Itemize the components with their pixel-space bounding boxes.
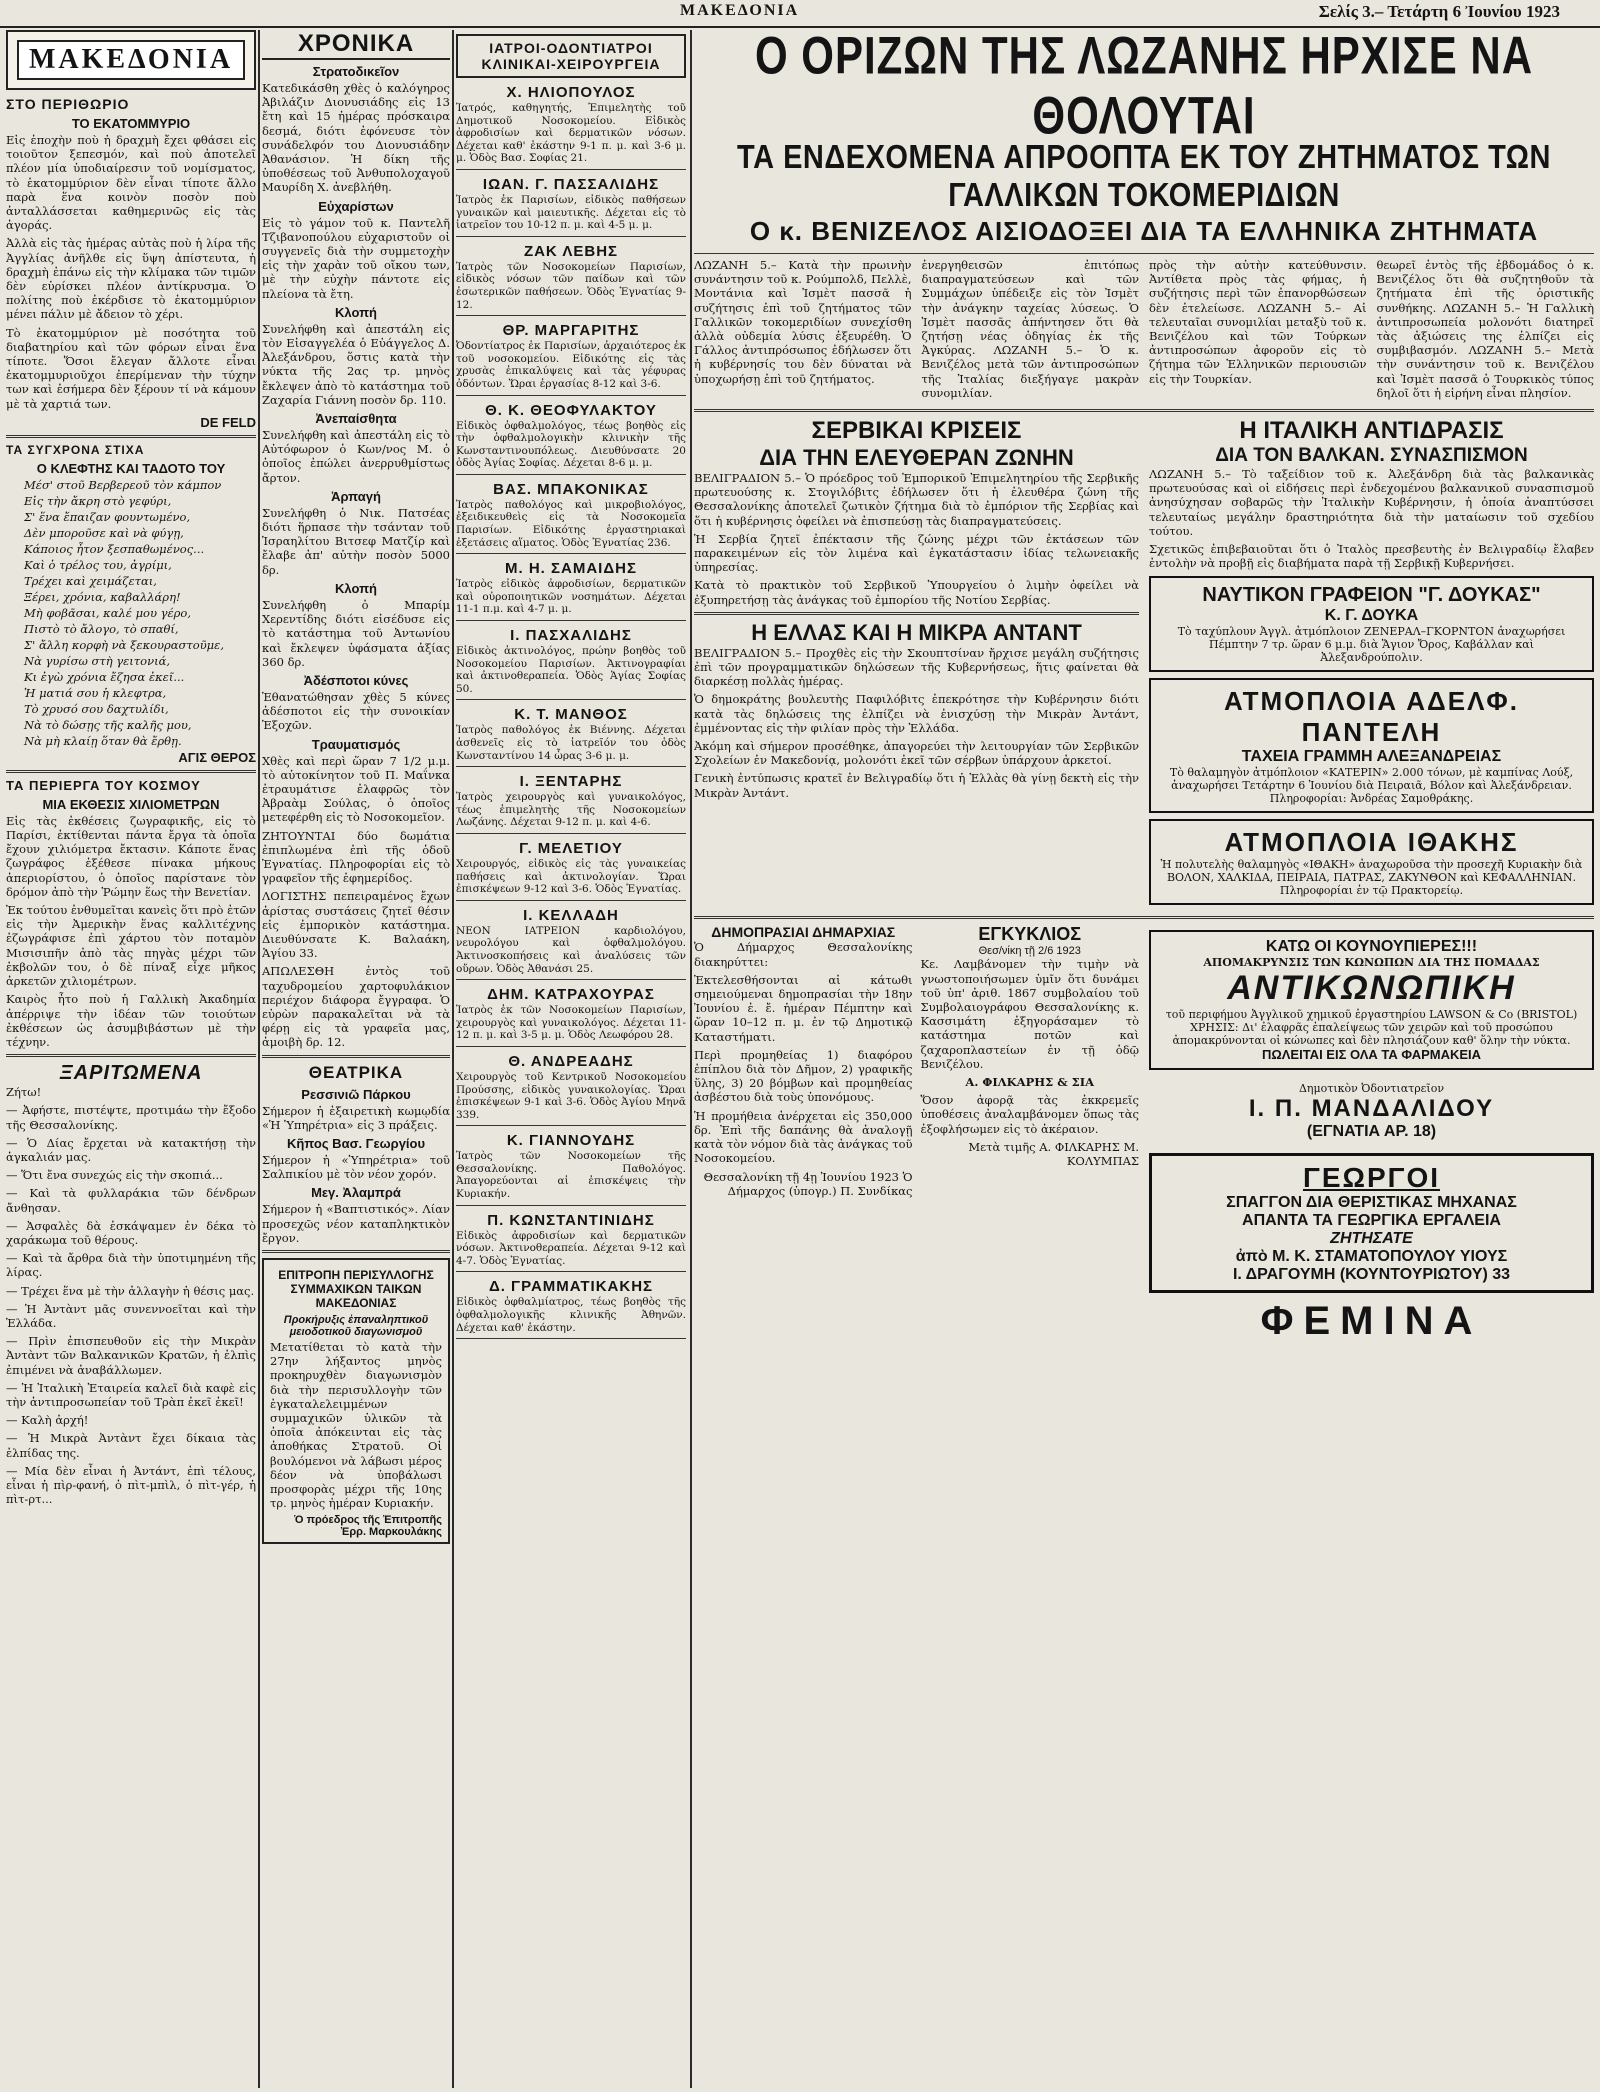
poem-line: Νὰ μὴ κλαίῃ ὅταν θὰ ἔρθῃ.: [24, 733, 182, 748]
lead-column: ΛΩΖΑΝΗ 5.– Κατὰ τὴν πρωινὴν συνάντησιν τοῦ κ. Ρούμπολδ, Πελλὲ, Μοντάνια καὶ Ἰσμὲτ πασσᾶ ἡ συζήτησις ἐπὶ τοῦ ζητήματος τῶν Γαλλικῶν τοκομεριδίων συνεχίσθη ἀλλὰ οὐδεμία λύσις ἐξευρέθη. Ὁ Γάλλος ἀντιπρόσωπος ἐδήλωσεν ὅτι ἡ κυβέρνησίς του δὲν δύναται νὰ ὑποχωρήσῃ ἐπὶ τοῦ ζητήματος.: [694, 258, 912, 386]
column-rule: [690, 30, 692, 2088]
ad-antikonopiki: ΚΑΤΩ ΟΙ ΚΟΥΝΟΥΠΙΕΡΕΣ!!! ΑΠΟΜΑΚΡΥΝΣΙΣ ΤΩΝ ΚΩΝΩΠΩΝ ΔΙΑ ΤΗΣ ΠΟΜΑΔΑΣ ΑΝΤΙΚΩΝΩΠΙΚΗ τοῦ περιφήμου Ἀγγλικοῦ χημικοῦ ἐργαστηρίου LAWSON & Co (BRISTOL) ΧΡΗΣΙΣ: Δι' ἐλαφρᾶς ἐπαλείψεως τῶν χειρῶν καὶ τοῦ προσώπου ἀπομακρύνονται οἱ κώνωπες καὶ δὲν πλησιάζουν καθ' ὅλην τὴν νύκτα. ΠΩΛΕΙΤΑΙ ΕΙΣ ΟΛΑ ΤΑ ΦΑΡΜΑΚΕΙΑ: [1149, 930, 1594, 1070]
doctor-name: Θ. Κ. ΘΕΟΦΥΛΑΚΤΟΥ: [485, 401, 657, 419]
column-doctors: [456, 30, 686, 2088]
section-heading: ΤΑ ΣΥΓΧΡΟΝΑ ΣΤΙΧΑ: [6, 442, 145, 457]
joke-line: — Ἡ Ἀντὰντ μᾶς συνεννοεῖται καὶ τὴν Ἑλλάδα.: [6, 1301, 256, 1330]
divider: [694, 253, 1594, 254]
masthead-small: ΜΑΚΕΔΟΝΙΑ: [680, 2, 800, 19]
article-paragraph: Ὁ δημοκράτης βουλευτὴς Παφιλόβιτς ἐπεκρότησε τὴν Κυβέρνησιν διότι κατὰ τὰς δηλώσεις της ἐλπίζει νὰ ἐνισχύσῃ τὴν Μικρὰν Ἀντάντ, ἐμμένοντας εἰς τὴν φιλίαν πρὸς τὴν Ἑλλάδα.: [694, 692, 1139, 735]
notice-subtitle: Προκήρυξις ἐπαναληπτικοῦ μειοδοτικοῦ διαγωνισμοῦ: [283, 1314, 429, 1338]
chronicles-heading: ΧΡΟΝΙΚΑ: [262, 30, 450, 60]
chronicle-body: Συνελήφθη ὁ Νικ. Πατσέας διότι ἥρπασε τὴν τσάνταν τοῦ Ἰσραηλίτου Βιτσεφ Ματζίρ καὶ ἔλαβε ἀπ' αὐτὴν ποσὸν 5000 δρ.: [262, 505, 450, 577]
poem-line: Νὰ γυρίσω στὴ γειτονιά,: [24, 653, 171, 668]
doctor-name: Γ. ΜΕΛΕΤΙΟΥ: [519, 839, 623, 857]
circular-notice: [921, 924, 1140, 1344]
joke-line: — Καὶ τὰ ἄρθρα διὰ τὴν ὑποτιμημένη τῆς λίρας.: [6, 1251, 256, 1280]
doctor-name: Π. ΚΩΝΣΤΑΝΤΙΝΙΔΗΣ: [487, 1211, 655, 1229]
divider: [456, 620, 686, 621]
doctor-body: ΝΕΟΝ ΙΑΤΡΕΙΟΝ καρδιολόγου, νευρολόγου καὶ ὀφθαλμολόγου. Ἀκτινοσκοπήσεις καὶ ἀναλύσεις τῶν οὔρων. Ὁδὸς Ἀθανάσι 25.: [456, 924, 686, 975]
doctor-name: ΒΑΣ. ΜΠΑΚΟΝΙΚΑΣ: [493, 480, 649, 498]
notice-date: Θεσ/νίκη τῇ 2/6 1923: [978, 945, 1081, 958]
joke-line: — Καλὴ ἀρχή!: [6, 1413, 89, 1428]
column-rule: [452, 30, 454, 2088]
chronicle-body: Συνελήφθη καὶ ἀπεστάλη εἰς τὸ Αὐτόφωρον ὁ Κων/νος Μ. ὁ ὁποῖος ἐπώλει ἀνερρυθμίστως ἄρτον.: [262, 428, 450, 485]
chronicle-title: Ἀδέσποτοι κύνες: [303, 672, 409, 688]
lead-column: πρὸς τὴν αὐτὴν κατεύθυνσιν. Ἀντίθετα πρὸς τὰς φήμας, ἡ συζήτησις περὶ τῶν ἐπανορθώσεων δὲν ἐτελείωσε. ΛΩΖΑΝΗ 5.– Αἱ τελευταῖαι συνομιλίαι μεταξὺ τοῦ κ. Βενιζέλου καὶ τῶν Τούρκων ἀντιπροσώπων ἀφοροῦν εἰς τὸ ζήτημα τῶν Ἑλληνικῶν περιουσιῶν εἰς τὴν Τουρκίαν.: [1149, 258, 1367, 386]
doctor-body: Ἰατρὸς παθολόγος ἐκ Βιέννης. Δέχεται ἀσθενεῖς εἰς τὸ ἰατρεῖόν του ὁδὸς Κωνσταντίνου 14 ὧρας 3-6 μ. μ.: [456, 724, 686, 762]
italian-reaction-article: [1149, 417, 1594, 911]
section-heading: ΞΑΡΙΤΩΜΕΝΑ: [59, 1062, 203, 1085]
theatre-body: Σήμερον ἡ «Ὑπηρέτρια» τοῦ Σαλπικίου μὲ τὸν νέον χορόν.: [262, 1152, 450, 1182]
theatre-body: Σήμερον ἡ «Βαπτιστικός». Λίαν προσεχῶς νέον καταπληκτικὸν ἔργον.: [262, 1202, 450, 1245]
poem-line: Ξέρει, χρόνια, καβαλλάρη!: [24, 589, 181, 604]
poem-line: Κι ἐγὼ χρόνια ἔζησα ἐκεῖ...: [24, 669, 185, 684]
divider: [456, 833, 686, 834]
article-paragraph: Ὁ Δήμαρχος Θεσσαλονίκης διακηρύττει:: [694, 940, 913, 969]
joke-line: — Ἀφήστε, πιστέψτε, προτιμάω τὴν ἔξοδο τῆς Θεσσαλονίκης.: [6, 1103, 256, 1132]
column-rule: [258, 30, 260, 2088]
article-paragraph: Καιρὸς ἦτο ποὺ ἡ Γαλλικὴ Ἀκαδημία ἀπέρριψε τὴν ἰδέαν τῶν τοιούτων ἐκθέσεων ὡς ἀσυμβιβάστων μὲ τὴν τέχνην.: [6, 992, 256, 1049]
company-name: Α. ΦΙΛΚΑΡΗΣ & ΣΙΑ: [965, 1075, 1095, 1090]
divider: [456, 315, 686, 316]
joke-line: — Καὶ τὰ φυλλαράκια τῶν δένδρων ἄνθησαν.: [6, 1186, 256, 1215]
article-paragraph: Περὶ προμηθείας 1) διαφόρου ἐπίπλου διὰ τὸν Δῆμον, 2) γραφικῆς ὕλης, 3) 20 βόμβων καὶ προμηθείας ἀσβέστου διὰ τοὺς ὑπονόμους.: [694, 1047, 913, 1105]
doctor-name: Ι. ΠΑΣΧΑΛΙΔΗΣ: [510, 627, 632, 645]
poem-line: Σ' ἕνα ἔπαιζαν φουντωμένο,: [24, 509, 191, 524]
chronicle-title: Ἀνεπαίσθητα: [315, 411, 397, 427]
divider: [6, 770, 256, 773]
joke-line: — Ὁ Δίας ἔρχεται νὰ κατακτήσῃ τὴν ἀγκαλιάν μας.: [6, 1135, 256, 1164]
joke-line: — Πρὶν ἐπισπευθοῦν εἰς τὴν Μικρὰν Ἀντὰντ τῶν Βαλκανικῶν Κρατῶν, ἡ ἐλπὶς ἐπιμένει νὰ ἀναβάλλωμεν.: [6, 1334, 256, 1377]
divider: [456, 979, 686, 980]
article-paragraph: Κατὰ τὸ πρακτικὸν τοῦ Σερβικοῦ Ὑπουργείου ὁ λιμὴν ὀφείλει νὰ ἐξυπηρετήσῃ τὰς ἀνάγκας τοῦ ἐμπορίου τῆς Νοτίου Σερβίας.: [694, 578, 1139, 607]
doctor-name: ΙΩΑΝ. Γ. ΠΑΣΣΑΛΙΔΗΣ: [482, 175, 660, 193]
theatre-heading: ΘΕΑΤΡΙΚΑ: [308, 1062, 404, 1082]
doctor-body: Χειρουργὸς τοῦ Κεντρικοῦ Νοσοκομείου Προύσσης, εἰδικὸς γυναικολογίας. Ὥραι ἐπισκέψεων 9-1 καὶ 3-6. Ὁδὸς Ἀγίου Μηνᾶ 339.: [456, 1070, 686, 1121]
section-heading: ΣΤΟ ΠΕΡΙΘΩΡΙΟ: [6, 96, 130, 112]
ad-farmers: ΓΕΩΡΓΟΙ ΣΠΑΓΓΟΝ ΔΙΑ ΘΕΡΙΣΤΙΚΑΣ ΜΗΧΑΝΑΣ ΑΠΑΝΤΑ ΤΑ ΓΕΩΡΓΙΚΑ ΕΡΓΑΛΕΙΑ ΖΗΤΗΣΑΤΕ ἀπὸ Μ. Κ. ΣΤΑΜΑΤΟΠΟΥΛΟΥ ΥΙΟΥΣ Ι. ΔΡΑΓΟΥΜΗ (ΚΟΥΝΤΟΥΡΙΩΤΟΥ) 33: [1149, 1153, 1594, 1293]
doctor-body: Εἰδικὸς ὀφθαλμολόγος, τέως βοηθὸς εἰς τὴν ὀφθαλμολογικὴν κλινικὴν τῆς Κωνσταντινουπόλεως. Διευθύνσατε 20 ὁδὸς Ἀγίας Σοφίας. Δέχεται 8-6 μ. μ.: [456, 419, 686, 470]
doctor-body: Ἰατρὸς τῶν Νοσοκομείων τῆς Θεσσαλονίκης. Παθολόγος. Ἀπαγορεύονται αἱ ἐπισκέψεις τὴν Κυριακήν.: [456, 1150, 686, 1201]
article-paragraph: Σχετικῶς ἐπιβεβαιοῦται ὅτι ὁ Ἰταλὸς πρεσβευτὴς ἐν Βελιγραδίῳ ἔλαβεν ἐντολὴν νὰ προβῇ εἰς διαβήματα παρὰ τῇ Σερβικῇ Κυβερνήσει.: [1149, 542, 1594, 571]
notice-body: Μετατίθεται τὸ κατὰ τὴν 27ην λήξαντος μηνὸς προκηρυχθὲν διαγωνισμὸν διὰ τὴν περισυλλογὴν τῶν ἐγκαταλελειμμένων συμμαχικῶν ὑλικῶν τὰ ὁποῖα ἀπόκεινται εἰς τὰς ἀποθήκας Στρατοῦ. Οἱ βουλόμενοι νὰ λάβωσι μέρος δέον νὰ ὑποβάλωσι προσφορὰς μέχρι τῆς 10ης τρ. μηνὸς ἡμέραν Κυριακήν.: [270, 1340, 442, 1511]
joke-line: — Ὅτι ἔνα συνεχώς εἰς τὴν σκοπιά...: [6, 1168, 223, 1183]
poem-line: Εἰς τὴν ἄκρη στὸ γεφύρι,: [24, 493, 172, 508]
doctor-body: Χειρουργός, εἰδικὸς εἰς τὰς γυναικείας παθήσεις καὶ ἀκτινολογίαν. Ὥραι ἐπισκέψεων 9-12 καὶ 3-6. Ὁδὸς Ἐγνατίας.: [456, 857, 686, 896]
column-chronicles: [262, 30, 450, 2088]
poem-line: Τρέχει καὶ χειμάζεται,: [24, 573, 157, 588]
divider: [694, 409, 1594, 412]
article-paragraph: Ἀλλὰ εἰς τὰς ἡμέρας αὐτὰς ποὺ ἡ λίρα τῆς Ἀγγλίας ἀνῆλθε εἰς ὕψη ἀπίστευτα, ἡ δραχμὴ ἐπάνω εἰς τὴν κλίμακα τῶν τιμῶν δὲν εὑρίσκει πλέον ἀντίκρυσμα. Ὁ πολίτης ποὺ ἐκέρδισε τὸ ἑκατομμύριον μένει πάλιν μὲ ἄδειον τὸ χέρι.: [6, 236, 256, 322]
divider: [694, 916, 1594, 919]
committee-notice: [262, 1258, 450, 1544]
divider: [456, 900, 686, 901]
poem-line: Πιστὸ τὸ ἄλογο, τὸ σπαθί,: [24, 621, 179, 636]
poem-line: Μέσ' στοῦ Βερβερεοῦ τὸν κάμπον: [24, 477, 222, 492]
ads-area: [1149, 924, 1594, 1344]
classified-ad: ΑΠΩΛΕΣΘΗ ἐντὸς τοῦ ταχυδρομείου χαρτοφυλάκιον περιέχον διάφορα ἔγγραφα. Ὁ εὑρὼν παρακαλεῖται νὰ τὰ φέρῃ εἰς τὰ γραφεῖα μας, ἀμοιβὴ δρ. 12.: [262, 964, 450, 1050]
article-paragraph: ΒΕΛΙΓΡΑΔΙΟΝ 5.– Προχθὲς εἰς τὴν Σκουπτσίναν ἤρχισε μεγάλη συζήτησις ἐπὶ τῶν προγραμματικῶν δηλώσεων τῆς Κυβερνήσεως, ἥτις φαίνεται θὰ διαρκέσῃ πολλὰς ἡμέρας.: [694, 645, 1139, 689]
shipping-ad-panteli: ΑΤΜΟΠΛΟΙΑ ΑΔΕΛΦ. ΠΑΝΤΕΛΗ ΤΑΧΕΙΑ ΓΡΑΜΜΗ ΑΛΕΞΑΝΔΡΕΙΑΣ Τὸ θαλαμηγὸν ἀτμόπλοιον «ΚΑΤΕΡΙΝ» 2.000 τόνων, μὲ καμπίνας Λούξ, ἀναχωρήσει Τετάρτην 6 Ἰουνίου διὰ Πειραιᾶ, Βόλον καὶ Ἀλεξάνδρειαν. Πληροφορίαι: Ἀνδρέας Σαμοθράκης.: [1149, 678, 1594, 813]
page-header-strip: [0, 0, 1600, 28]
article-paragraph: Τὸ ἑκατομμύριον μὲ ποσότητα τοῦ διαβατηρίου καὶ τῶν φόρων εἶναι ἕνα τίποτε. Ὅσοι ἔλεγαν ἄλλοτε εἶναι ἐκατομμυριοῦχοι ἐπερίμεναν τὴν τύχην των καὶ ἐσήμερα δὲν ξέρουν τί νὰ κάμουν μὲ τὰ χαρτιά των.: [6, 325, 256, 411]
doctor-body: Εἰδικὸς ἀφροδισίων καὶ δερματικῶν νόσων. Ἀκτινοθεραπεία. Δέχεται 9-12 καὶ 4-7. Ὁδὸς Ἐγνατίας.: [456, 1229, 686, 1267]
notice-signature: Θεσσαλονίκη τῇ 4ῃ Ἰουνίου 1923 Ὁ Δήμαρχος (ὑπογρ.) Π. Συνδίκας: [703, 1169, 913, 1198]
doctor-name: Ι. ΚΕΛΛΑΔΗ: [523, 906, 619, 924]
divider: [6, 1054, 256, 1057]
notice-signature: Ὁ πρόεδρος τῆς Ἐπιτροπῆς Ἐρρ. Μαρκουλάκης: [294, 1514, 442, 1539]
doctor-body: Ἰατρὸς ἐκ τῶν Νοσοκομείων Παρισίων, χειρουργὸς καὶ γυναικολόγος. Δέχεται 11-12 π. μ. καὶ 3-5 μ. μ. Ὁδὸς Λεωφόρου 28.: [456, 1004, 686, 1042]
divider: [456, 1125, 686, 1126]
doctor-body: Ἰατρὸς τῶν Νοσοκομείων Παρισίων, εἰδικὸς νόσων τῶν παίδων καὶ τῶν ἐσωτερικῶν παθήσεων. Ὁδὸς Ἐγνατίας 9-12.: [456, 260, 686, 311]
joke-line: — Ἡ Μικρὰ Ἀντὰντ ἔχει δίκαια τὰς ἐλπίδας της.: [6, 1431, 256, 1460]
divider: [456, 1046, 686, 1047]
divider: [6, 435, 256, 438]
doctor-body: Ἰατρός, καθηγητής, Ἐπιμελητὴς τοῦ Δημοτικοῦ Νοσοκομείου. Εἰδικὸς ἀφροδισίων καὶ δερματικῶν νόσων. Δέχεται καθ' ἑκάστην 9-1 π. μ. καὶ 3-6 μ. μ. Ὁδὸς Βασ. Σοφίας 21.: [456, 102, 686, 165]
article-paragraph: Ὅσον ἀφορᾷ τὰς ἐκκρεμεῖς ὑποθέσεις ἀναλαμβάνομεν ὅπως τὰς ἐξοφλήσωμεν εἰς τὸ ἀκέραιον.: [920, 1093, 1139, 1136]
poem-line: Νὰ τὸ δώσῃς τῆς καλῆς μου,: [24, 717, 192, 732]
doctor-name: Κ. Τ. ΜΑΝΘΟΣ: [514, 706, 628, 724]
article-title: ΔΗΜΟΠΡΑΣΙΑΙ ΔΗΜΑΡΧΙΑΣ: [711, 924, 896, 941]
chronicle-body: Συνελήφθη καὶ ἀπεστάλη εἰς τὸν Εἰσαγγελέα ὁ Εὐάγγελος Δ. Ἀλεξάνδρου, ὅστις κατὰ τὴν νύκτα τῆς 2ας τρ. μηνὸς ἔκλεψεν ἀπὸ τὸ κατάστημα τοῦ Ζαχαρία Γιάννη ποσὸν δρ. 110.: [262, 321, 450, 407]
doctor-body: Ὀδοντίατρος ἐκ Παρισίων, ἀρχαιότερος ἐκ τοῦ νοσοκομείου. Εἰδικότης εἰς τὰς χρυσὰς ἐπικαλύψεις καὶ τὰς γέφυρας ὀδόντων. Ὥραι ἐργασίας 8-12 καὶ 3-6.: [456, 340, 686, 390]
article-title: ΣΕΡΒΙΚΑΙ ΚΡΙΣΕΙΣ: [811, 417, 1022, 445]
lead-column: θεωρεῖ ἐντὸς τῆς ἑβδομάδος ὁ κ. Βενιζέλος ὅτι θὰ συζητηθοῦν τὰ ζητήματα ἐπὶ τῆς ὁριστικῆς συνθήκης. ΛΩΖΑΝΗ 5.– Ἡ Γαλλικὴ ἀντιπροσωπεία μολονότι διατηρεῖ τὰς ἀξιώσεις της ἐλπίζει εἰς συμβιβασμόν. ΛΩΖΑΝΗ 5.– Μετὰ τὴν συνάντησιν τοῦ κ. Βενιζέλου καὶ Ἰσμὲτ πασσᾶ ὁ Τουρκικὸς τύπος δηλοῖ ὅτι ἡ εἰρήνη εἶναι πλησίον.: [1376, 258, 1594, 400]
notices-area: [694, 924, 1139, 1344]
divider: [456, 169, 686, 170]
doctor-name: Κ. ΓΙΑΝΝΟΥΔΗΣ: [506, 1132, 636, 1150]
lead-column: ἐνεργηθεισῶν ἐπιτόπως διαπραγματεύσεων καὶ τῶν Συμμάχων ὑπέδειξε εἰς τὸν Ἰσμὲτ τὴν ἀνάγκην ταχείας λύσεως. Ὁ Ἰσμὲτ πασσᾶς ἀπήντησεν ὅτι θὰ ζητήσῃ νέας ὁδηγίας ἐκ τῆς Ἀγκύρας. ΛΩΖΑΝΗ 5.– Ὁ κ. Βενιζέλος μετὰ τῶν ἀντιπροσώπων τῆς Ἰταλίας διεξήγαγε μακρὰν συνομιλίαν.: [921, 258, 1139, 400]
section-heading: ΤΑ ΠΕΡΙΕΡΓΑ ΤΟΥ ΚΟΣΜΟΥ: [6, 777, 201, 793]
chronicle-title: Εὐχαρίστων: [318, 198, 394, 214]
main-headline: Ο ΟΡΙΖΩΝ ΤΗΣ ΛΩΖΑΝΗΣ ΗΡΧΙΣΕ ΝΑ ΘΟΛΟΥΤΑΙ: [754, 30, 1534, 145]
article-paragraph: Ἡ Σερβία ζητεῖ ἐπέκτασιν τῆς ζώνης μέχρι τῶν ἐκτάσεων τῶν παρακειμένων εἰς τὸν λιμένα καὶ ἐγκατάστασιν ἰδίας τελωνειακῆς ὑπηρεσίας.: [694, 531, 1139, 575]
chronicle-body: Ἐθανατώθησαν χθὲς 5 κύνες ἀδέσποτοι εἰς τὴν συνοικίαν Ἐξοχῶν.: [262, 689, 450, 733]
divider: [456, 395, 686, 396]
middle-section: [694, 417, 1594, 911]
chronicle-body: Κατεδικάσθη χθὲς ὁ καλόγηρος Ἀβιλάζιν Διονυσιάδης εἰς 13 ἔτη καὶ 15 ἡμέρας πρόσκαιρα δεσμά, διότι ἐφόνευσε τὸν συνάδελφόν του Διονυσιάδην Ἀθανάσιον. Ἡ δίκη τῆς ὑποθέσεως τοῦ Ἀνθυπολοχαγοῦ Μαυρίδη Χ. ἀνεβλήθη.: [262, 81, 450, 195]
article-paragraph: Εἰς τὰς ἐκθέσεις ζωγραφικῆς, εἰς τὸ Παρίσι, ἐκτίθενται πάντα ἔργα τὰ ὁποῖα ἔχουν χιλιόμετρα ἔκτασιν. Κάποτε ἕνας ζωγράφος ἐξέθεσε πίνακα μήκους ἀπεριορίστου, ὁ ὁποῖος παρίστανε τὸν δρόμον ἀπὸ τὴν Ῥώμην ἕως τὴν Βενετίαν.: [6, 813, 256, 899]
doctor-name: Ι. ΞΕΝΤΑΡΗΣ: [519, 773, 623, 791]
divider: [456, 699, 686, 700]
chronicle-body: Χθὲς καὶ περὶ ὥραν 7 1/2 μ.μ. τὸ αὐτοκίνητον τοῦ Π. Μαΐνκα ἐτραυμάτισε ἐλαφρῶς τὸν Ἀβραὰμ Σούλας, ὁ ὁποῖος μετεφέρθη εἰς τὸ Νοσοκομεῖον.: [262, 753, 450, 825]
notice-signature: Μετὰ τιμῆς Α. ΦΙΛΚΑΡΗΣ Μ. ΚΟΛΥΜΠΑΣ: [968, 1139, 1139, 1169]
theatre-list: [262, 1087, 450, 1245]
divider: [456, 1271, 686, 1272]
article-paragraph: Ἐκτελεσθήσονται αἱ κάτωθι σημειούμεναι δημοπρασίαι τὴν 18ην Ἰουνίου ἐ. ἔ. ἡμέραν Πέμπτην καὶ ὥραν 10–12 π. μ. ἐν τῷ Δημοτικῷ Καταστήματι.: [694, 972, 913, 1044]
article-title: ΕΓΚΥΚΛΙΟΣ: [978, 924, 1082, 945]
issue-date: Σελίς 3.– Τετάρτη 6 Ἰουνίου 1923: [1318, 2, 1560, 21]
joke-line: Ζήτω!: [6, 1085, 42, 1100]
article-title: ΜΙΑ ΕΚΘΕΣΙΣ ΧΙΛΙΟΜΕΤΡΩΝ: [42, 796, 220, 812]
divider: [456, 1205, 686, 1206]
classified-ad: ΖΗΤΟΥΝΤΑΙ δύο δωμάτια ἐπιπλωμένα ἐπὶ τῆς ὁδοῦ Ἐγνατίας. Πληροφορίαι εἰς τὸ γραφεῖον τῆς ἐφημερίδος.: [262, 828, 450, 886]
notice-title: ΕΠΙΤΡΟΠΗ ΠΕΡΙΣΥΛΛΟΓΗΣ ΣΥΜΜΑΧΙΚΩΝ ΤΑΙΚΩΝ ΜΑΚΕΔΟΝΙΑΣ: [278, 1268, 434, 1310]
serbian-crisis-article: [694, 417, 1139, 911]
joke-line: — Ἡ Ἰταλικὴ Ἑταιρεία καλεῖ διὰ καφὲ εἰς τὴν ἀντιπροσωπείαν τοῦ Τρὰπ ἐκεῖ ἐκεῖ!: [6, 1380, 256, 1409]
lead-story: [694, 258, 1594, 404]
divider: [694, 612, 1139, 615]
doctor-name: Χ. ΗΛΙΟΠΟΥΛΟΣ: [506, 84, 636, 101]
theatre-name: Μεγ. Ἀλαμπρά: [311, 1185, 401, 1201]
article-paragraph: ΛΩΖΑΝΗ 5.– Τὸ ταξείδιον τοῦ κ. Ἀλεξάνδρη διὰ τὰς βαλκανικὰς πρωτευούσας καὶ οἱ εἰδήσεις περὶ ἐνδεχομένου βαλκανικοῦ συνασπισμοῦ ἀνησύχησαν σοβαρῶς τὴν Ἰταλικὴν Κυβέρνησιν, ἡ ὁποία ἀναπτύσσει τελευταίως μεγάλην δραστηριότητα διὰ τὴν ματαίωσιν τοῦ σχεδίου τούτου.: [1149, 467, 1594, 538]
chronicle-body: Εἰς τὸ γάμον τοῦ κ. Παντελῆ Τζιβανοπούλου εὐχαριστοῦν οἱ συγγενεῖς διὰ τὴν συμμετοχὴν εἰς τὴν χαρὰν τοῦ οἴκου των, μὲ τὴν εὐχὴν πάντοτε εἰς πλείονα τὰ ἔτη.: [262, 215, 450, 301]
chronicle-title: Κλοπή: [335, 304, 377, 320]
article-title: ΤΟ ΕΚΑΤΟΜΜΥΡΙΟ: [71, 116, 191, 131]
poem-line: Κάποιος ἦτον ξεσπαθωμένος...: [24, 541, 205, 556]
divider: [262, 1055, 450, 1058]
article-paragraph: Ἡ προμήθεια ἀνέρχεται εἰς 350,000 δρ. Ἐπὶ τῆς δαπάνης θὰ ἀναλογῇ κατὰ τὸν νόμον διὰ τὰς ἀνάγκας τοῦ Νοσοκομείου.: [694, 1108, 913, 1166]
doctor-body: Ἰατρὸς εἰδικὸς ἀφροδισίων, δερματικῶν καὶ οὐροποιητικῶν νοσημάτων. Δέχεται 11-1 π.μ. καὶ 4-7 μ. μ.: [456, 578, 686, 616]
divider: [456, 474, 686, 475]
author-signature: DE FELD: [200, 414, 256, 430]
doctor-name: ΘΡ. ΜΑΡΓΑΡΙΤΗΣ: [502, 322, 640, 340]
divider: [456, 236, 686, 237]
divider: [456, 553, 686, 554]
doctor-body: Ἰατρὸς χειρουργὸς καὶ γυναικολόγος, τέως ἐπιμελητὴς τῆς Νοσοκομείων Λωζάνης. Δέχεται 9-12 π. μ. καὶ 4-6.: [456, 791, 686, 829]
joke-line: — Ἀσφαλὲς δὰ ἐσκάψαμεν ἐν δέκα τὸ χαράκωμα τοῦ θέρους.: [6, 1218, 256, 1247]
poem-line: Ἡ ματιά σου ἡ κλεφτρα,: [24, 685, 167, 700]
classified-ad: ΛΟΓΙΣΤΗΣ πεπειραμένος ἔχων ἀρίστας συστάσεις ζητεῖ θέσιν εἰς ἐμπορικὸν κατάστημα. Διευθύνσατε Κ. Βαλαάκη, Ἁγίου 33.: [262, 889, 450, 961]
chronicle-title: Κλοπή: [335, 580, 377, 596]
femina-ad: ΦΕΜΙΝΑ: [1260, 1299, 1483, 1344]
bottom-section: [694, 924, 1594, 1344]
article-paragraph: Ἀκόμη καὶ σήμερον προσέθηκε, ἀπαγορεύει τὴν λειτουργίαν τῶν Σερβικῶν Σχολείων ἐν Μακεδονίᾳ, μολονότι ἐκεῖ τῶν σέρβων ὑπάρχουν ἀρκετοί.: [694, 739, 1139, 768]
masthead-logo: ΜΑΚΕΔΟΝΙΑ: [6, 30, 256, 90]
poem-line: Μὴ φοβᾶσαι, καλέ μου γέρο,: [24, 605, 191, 620]
main-news-area: [694, 30, 1594, 2088]
article-paragraph: Γενικὴ ἐντύπωσις κρατεῖ ἐν Βελιγραδίῳ ὅτι ἡ Ἑλλὰς θὰ γίνῃ δεκτὴ εἰς τὴν Μικρὰν Ἀντάντ.: [694, 771, 1139, 800]
doctor-body: Εἰδικὸς ὀφθαλμίατρος, τέως βοηθὸς τῆς ὀφθαλμολογικῆς κλινικῆς Ἀθηνῶν. Δέχεται καθ' ἑκάστην.: [456, 1296, 686, 1334]
column-left: [6, 30, 256, 2088]
divider: [456, 1338, 686, 1339]
chronicle-body: Συνελήφθη ὁ Μπαρίμ Χερεντίδης διότι εἰσέδυσε εἰς τὸ κατάστημα τοῦ Ἀντωνίου καὶ ἔκλεψεν ὑφάσματα ἀξίας 360 δρ.: [262, 597, 450, 669]
poem-line: Τὸ χρυσό σου δαχτυλίδι,: [24, 701, 169, 716]
article-title: Η ΕΛΛΑΣ ΚΑΙ Η ΜΙΚΡΑ ΑΝΤΑΝΤ: [751, 619, 1082, 645]
poem-title: Ο ΚΛΕΦΤΗΣ ΚΑΙ ΤΑΔΟΤΟ ΤΟΥ: [36, 460, 226, 476]
doctor-body: Ἰατρὸς παθολόγος καὶ μικροβιολόγος, ἐξειδικευθεὶς εἰς τὰ Νοσοκομεῖα Παρισίων. Εἰδικότης ἐργαστηριακαὶ ἐξετάσεις αἵματος. Ὁδὸς Ἐγνατίας 236.: [456, 498, 686, 549]
author-signature: ΑΓΙΣ ΘΕΡΟΣ: [178, 749, 256, 765]
article-paragraph: Ἐκ τούτου ἐνθυμεῖται κανεὶς ὅτι πρὸ ἐτῶν εἰς τὴν Ἀμερικὴν ἕνας καλλιτέχνης ἐζωγράφισε ἐπὶ χάρτου τὸν ποταμὸν Μισισιπῆν ἀπὸ τὰς πηγὰς μέχρι τῶν ἐκβολῶν του, ὁ δὲ πίναξ εἶχε μῆκος ἀρκετῶν χιλιομέτρων.: [6, 903, 256, 989]
article-subtitle: ΔΙΑ ΤΟΝ ΒΑΛΚΑΝ. ΣΥΝΑΣΠΙΣΜΟΝ: [1215, 445, 1528, 467]
poem: [6, 478, 256, 748]
shipping-ad-doukas: ΝΑΥΤΙΚΟΝ ΓΡΑΦΕΙΟΝ "Γ. ΔΟΥΚΑΣ" Κ. Γ. ΔΟΥΚΑ Τὸ ταχύπλουν Ἀγγλ. ἀτμόπλοιον ΖΕΝΕΡΑΛ–ΓΚΟΡΝΤΟΝ ἀναχωρήσει Πέμπτην 7 τρ. ὥραν 6 μ.μ. διὰ Ἅγιον Ὄρος, Καβάλλαν καὶ Ἀλεξανδρούπολιν.: [1149, 576, 1594, 672]
divider: [456, 766, 686, 767]
doctor-name: Θ. ΑΝΔΡΕΑΔΗΣ: [508, 1052, 634, 1070]
doctor-body: Ἰατρὸς ἐκ Παρισίων, εἰδικὸς παθήσεων γυναικῶν καὶ μαιευτικῆς. Δέχεται εἰς τὸ ἰατρεῖον του 10-12 π. μ. καὶ 4-5 μ. μ.: [456, 193, 686, 232]
article-title: Η ΙΤΑΛΙΚΗ ΑΝΤΙΔΡΑΣΙΣ: [1239, 417, 1504, 445]
chronicle-title: Τραυματισμός: [311, 736, 401, 752]
jokes-list: [6, 1085, 256, 1506]
chronicle-title: Ἁρπαγή: [331, 488, 381, 504]
poem-line: Καὶ ὁ τρέλος του, ἀγρίμι,: [24, 557, 172, 572]
tertiary-headline: Ο κ. ΒΕΝΙΖΕΛΟΣ ΑΙΣΙΟΔΟΞΕΙ ΔΙΑ ΤΑ ΕΛΛΗΝΙΚΑ ΖΗΤΗΜΑΤΑ: [749, 216, 1539, 246]
doctor-body: Εἰδικὸς ἀκτινολόγος, πρώην βοηθὸς τοῦ Νοσοκομείου Παρισίων. Ἀκτινογραφίαι καὶ ἀκτινοθεραπεία. Ὁδὸς Ἁγίας Σοφίας 50.: [456, 645, 686, 695]
secondary-headline: ΤΑ ΕΝΔΕΧΟΜΕΝΑ ΑΠΡΟΟΠΤΑ ΕΚ ΤΟΥ ΖΗΤΗΜΑΤΟΣ ΤΩΝ ΓΑΛΛΙΚΩΝ ΤΟΚΟΜΕΡΙΔΙΩΝ: [737, 139, 1551, 214]
chronicle-title: Στρατοδικεῖον: [312, 64, 400, 79]
theatre-body: Σήμερον ἡ ἐξαιρετικὴ κωμῳδία «Ἡ Ὑπηρέτρια» εἰς 3 πράξεις.: [262, 1103, 450, 1132]
doctor-name: Μ. Η. ΣΑΜΑΙΔΗΣ: [505, 560, 637, 578]
article-paragraph: Κε. Λαμβάνομεν τὴν τιμὴν νὰ γνωστοποιήσωμεν ὑμῖν ὅτι δυνάμει τοῦ ὑπ' ἀριθ. 1867 συμβολαίου τοῦ Συμβολαιογράφου Θεσσαλονίκης κ. Κασσιμάτη ἐξηγοράσαμεν τὸ κατάστημα ποτῶν καὶ ζαχαροπλαστείων ἐν τῇ ὁδῷ Βενιζέλου.: [920, 957, 1139, 1071]
ad-dentist: Δημοτικὸν Ὀδοντιατρεῖον Ι. Π. ΜΑΝΔΑΛΙΔΟΥ (ΕΓΝΑΤΙΑ ΑΡ. 18): [1248, 1082, 1495, 1141]
municipal-auctions: [694, 924, 913, 1344]
poem-line: Σ' ἄλλη κορφὴ νὰ ξεκουραστοῦμε,: [24, 637, 224, 652]
chronicles-list: [262, 64, 450, 825]
article-paragraph: Εἰς ἐποχὴν ποὺ ἡ δραχμὴ ἔχει φθάσει εἰς τοιοῦτον ξεπεσμόν, καὶ ποὺ ἀποτελεῖ πλέον μία ὑποδιαίρεσιν τοῦ νομίσματος, τὸ ἑκατομμύριον δὲν εἶναι τίποτε ἄλλο παρὰ ἕνα κοινὸν ποσὸν ποὺ ἀνταλλάσσεται καθημερινῶς εἰς τὰς ἀγοράς.: [6, 133, 256, 233]
article-paragraph: ΒΕΛΙΓΡΑΔΙΟΝ 5.– Ὁ πρόεδρος τοῦ Ἐμπορικοῦ Ἐπιμελητηρίου τῆς Σερβικῆς πρωτευούσης κ. Στογιλόβιτς ἐδήλωσεν ὅτι ἡ ἐλευθέρα ζώνη τῆς Θεσσαλονίκης ἀποτελεῖ ζωτικὸν ζήτημα διὰ τὸ ἐμπόριον τῆς Σερβίας καὶ ὅτι ἡ κυβέρνησις ὀφείλει νὰ ἐπισπεύσῃ τὰς διαπραγματεύσεις.: [694, 471, 1139, 528]
shipping-ad-ithaki: ΑΤΜΟΠΛΟΙΑ ΙΘΑΚΗΣ Ἡ πολυτελὴς θαλαμηγὸς «ΙΘΑΚΗ» ἀναχωροῦσα τὴν προσεχῆ Κυριακὴν διὰ ΒΟΛΟΝ, ΧΑΛΚΙΔΑ, ΠΕΙΡΑΙΑ, ΠΑΤΡΑΣ, ΖΑΚΥΝΘΟΝ καὶ ΚΕΦΑΛΛΗΝΙΑΝ. Πληροφορίαι ἐν τῷ Πρακτορείῳ.: [1149, 819, 1594, 905]
theatre-name: Ρεσσινιῶ Πάρκου: [301, 1086, 411, 1102]
doctor-name: ΖΑΚ ΛΕΒΗΣ: [523, 242, 619, 260]
joke-line: — Μία δὲν εἶναι ἡ Ἀντάντ, ἐπὶ τέλους, εἶναι ἡ πὶρ-φανή, ὁ πὶτ-μπὶλ, ὁ πὶτ-γέρ, ἡ πὶτ-ρτ...: [6, 1463, 256, 1507]
poem-line: Δὲν μποροῦσε καὶ νὰ φύγῃ,: [24, 525, 184, 540]
article-subtitle: ΔΙΑ ΤΗΝ ΕΛΕΥΘΕΡΑΝ ΖΩΝΗΝ: [759, 445, 1074, 471]
divider: [262, 1250, 450, 1253]
doctor-name: ΔΗΜ. ΚΑΤΡΑΧΟΥΡΑΣ: [487, 986, 655, 1004]
theatre-name: Κῆπος Βασ. Γεωργίου: [286, 1135, 426, 1151]
doctors-header: ΙΑΤΡΟΙ-ΟΔΟΝΤΙΑΤΡΟΙ ΚΛΙΝΙΚΑΙ-ΧΕΙΡΟΥΡΓΕΙΑ: [456, 34, 686, 78]
doctor-name: Δ. ΓΡΑΜΜΑΤΙΚΑΚΗΣ: [488, 1278, 654, 1296]
doctors-list: [456, 84, 686, 1339]
joke-line: — Τρέχει ἕνα μὲ τὴν ἀλλαγὴν ἡ θέσις μας.: [6, 1283, 255, 1298]
